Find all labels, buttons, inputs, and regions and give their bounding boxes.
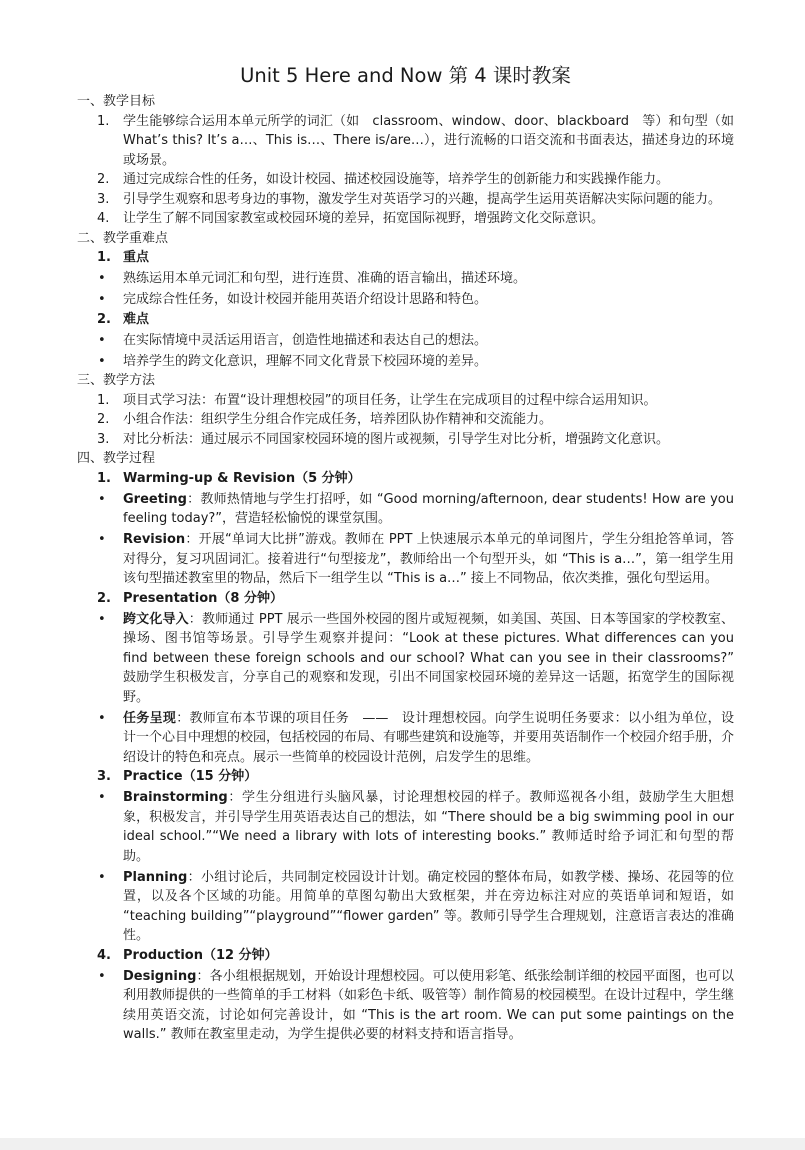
bullet-item bbox=[77, 490, 734, 529]
subheading-difficult bbox=[77, 310, 734, 330]
bullet-item bbox=[77, 269, 734, 289]
item-text: 熟练运用本单元词汇和句型，进行连贯、准确的语言输出，描述环境。 bbox=[123, 271, 527, 286]
list-item bbox=[77, 209, 734, 229]
bullet-item bbox=[77, 331, 734, 351]
item-text: 小组合作法：组织学生分组合作完成任务，培养团队协作精神和交流能力。 bbox=[123, 412, 553, 427]
list-item bbox=[77, 190, 734, 210]
item-label: Revision bbox=[123, 532, 186, 547]
item-text: 完成综合性任务，如设计校园并能用英语介绍设计思路和特色。 bbox=[123, 292, 488, 307]
item-text: ：教师通过 PPT 展示一些国外校园的图片或短视频，如美国、英国、日本等国家的学校教室、操场、图书馆等场景。引导学生观察并提问：“Look at these pictures. What differences can you find between these foreign schools and our school? What can you see in their classrooms?” 鼓励学生积极发言，分享自己的观察和发现，引出不同国家校园环境的差异这一话题，拓宽学生的国际视野。 bbox=[123, 611, 734, 705]
stage-heading bbox=[77, 589, 734, 609]
list-item bbox=[77, 391, 734, 411]
item-label: Greeting bbox=[123, 491, 187, 507]
section-heading-goals: 一、教学目标 bbox=[77, 94, 156, 109]
bullet-dot: • bbox=[98, 710, 106, 726]
item-number: 3. bbox=[97, 769, 111, 784]
bullet-dot: • bbox=[98, 790, 106, 805]
subheading-important bbox=[77, 248, 734, 268]
subheading-label: 重点 bbox=[123, 250, 150, 265]
bullet-item bbox=[77, 290, 734, 310]
item-number: 2. bbox=[97, 590, 111, 606]
bullet-dot: • bbox=[98, 332, 106, 348]
bullet-dot: • bbox=[98, 532, 106, 547]
list-item bbox=[77, 170, 734, 190]
item-label: 跨文化导入 bbox=[123, 611, 189, 627]
item-label: 任务呈现 bbox=[123, 710, 177, 726]
bullet-item bbox=[77, 530, 734, 589]
methods-list bbox=[77, 391, 734, 450]
list-item bbox=[77, 430, 734, 450]
item-text: ：教师热情地与学生打招呼，如 “Good morning/afternoon, dear students! How are you feeling today?”，营造轻松愉悦的课堂氛围。 bbox=[123, 491, 734, 526]
list-item bbox=[77, 410, 734, 430]
item-label: Brainstorming bbox=[123, 790, 228, 805]
difficult-list bbox=[77, 331, 734, 372]
item-number: 1. bbox=[97, 250, 111, 265]
bullet-item bbox=[77, 868, 734, 946]
bullet-item bbox=[77, 967, 734, 1045]
item-number: 2. bbox=[97, 172, 110, 187]
bullet-item bbox=[77, 610, 734, 708]
bullet-dot: • bbox=[98, 491, 106, 507]
item-number: 3. bbox=[97, 431, 110, 447]
bullet-dot: • bbox=[98, 271, 106, 286]
item-number: 1. bbox=[97, 470, 111, 486]
item-number: 1. bbox=[97, 392, 110, 408]
bullet-item bbox=[77, 709, 734, 768]
bullet-dot: • bbox=[98, 968, 106, 984]
stage-heading bbox=[77, 469, 734, 489]
item-text: 培养学生的跨文化意识，理解不同文化背景下校园环境的差异。 bbox=[123, 353, 488, 369]
item-number: 4. bbox=[97, 947, 111, 963]
page-title: Unit 5 Here and Now 第 4 课时教案 bbox=[240, 64, 571, 87]
stage-heading bbox=[77, 946, 734, 966]
item-number: 1. bbox=[97, 113, 110, 129]
important-list bbox=[77, 269, 734, 310]
item-text: ：开展“单词大比拼”游戏。教师在 PPT 上快速展示本单元的单词图片，学生分组抢答单词，答对得分，复习巩固词汇。接着进行“句型接龙”，教师给出一个句型开头，如 “This is a…”，第一组学生用该句型描述教室里的物品，然后下一组学生以 “This is a…” 接上不同物品，依次类推，强化句型运用。 bbox=[123, 532, 734, 586]
stage-heading bbox=[77, 767, 734, 787]
bullet-dot: • bbox=[98, 611, 106, 627]
bullet-dot: • bbox=[98, 869, 106, 885]
item-text: 学生能够综合运用本单元所学的词汇（如 classroom、window、door、blackboard 等）和句型（如 What’s this? It’s a…、This is…、There is/are…），进行流畅的口语交流和书面表达，描述身边的环境或场景。 bbox=[123, 113, 734, 168]
bullet-item bbox=[77, 352, 734, 372]
item-text: 引导学生观察和思考身边的事物，激发学生对英语学习的兴趣，提高学生运用英语解决实际问题的能力。 bbox=[123, 191, 722, 207]
item-text: 让学生了解不同国家教室或校园环境的差异，拓宽国际视野，增强跨文化交际意识。 bbox=[123, 211, 605, 226]
section-heading-methods: 三、教学方法 bbox=[77, 373, 156, 388]
stage-title: Warming-up & Revision（5 分钟） bbox=[123, 470, 361, 486]
list-item bbox=[77, 112, 734, 171]
item-text: 项目式学习法：布置“设计理想校园”的项目任务，让学生在完成项目的过程中综合运用知识。 bbox=[123, 392, 657, 408]
item-number: 3. bbox=[97, 191, 110, 207]
stage-list bbox=[77, 610, 734, 768]
item-text: 在实际情境中灵活运用语言，创造性地描述和表达自己的想法。 bbox=[123, 332, 488, 348]
stage-list bbox=[77, 490, 734, 589]
stage-title: Presentation（8 分钟） bbox=[123, 590, 283, 606]
item-text: 通过完成综合性的任务，如设计校园、描述校园设施等，培养学生的创新能力和实践操作能力。 bbox=[123, 172, 670, 187]
stage-title: Production（12 分钟） bbox=[123, 947, 278, 963]
bullet-item bbox=[77, 788, 734, 866]
document-content bbox=[77, 62, 734, 1045]
item-text: ：学生分组进行头脑风暴，讨论理想校园的样子。教师巡视各小组，鼓励学生大胆想象，积极发言，并引导学生用英语表达自己的想法，如 “There should be a big swimming pool in our ideal school.”“We need a library with lots of interesting books.” 教师适时给予词汇和句型的帮助。 bbox=[123, 790, 734, 864]
subheading-label: 难点 bbox=[123, 311, 150, 327]
item-number: 4. bbox=[97, 211, 110, 226]
goals-list bbox=[77, 112, 734, 229]
item-number: 2. bbox=[97, 412, 110, 427]
stage-list bbox=[77, 788, 734, 946]
item-text: 对比分析法：通过展示不同国家校园环境的图片或视频，引导学生对比分析，增强跨文化意识。 bbox=[123, 431, 670, 447]
stage-list bbox=[77, 967, 734, 1045]
item-label: Designing bbox=[123, 968, 197, 984]
stage-title: Practice（15 分钟） bbox=[123, 769, 258, 784]
item-text: ：教师宣布本节课的项目任务 —— 设计理想校园。向学生说明任务要求：以小组为单位，设计一个心目中理想的校园，包括校园的布局、有哪些建筑和设施等，并要用英语制作一个校园介绍手册，介绍设计的特色和亮点。展示一些简单的校园设计范例，启发学生的思维。 bbox=[123, 710, 735, 765]
section-heading-keypoints: 二、教学重难点 bbox=[77, 230, 169, 246]
item-label: Planning bbox=[123, 869, 188, 885]
section-heading-process: 四、教学过程 bbox=[77, 451, 156, 466]
bullet-dot: • bbox=[98, 292, 106, 307]
item-text: ：小组讨论后，共同制定校园设计计划。确定校园的整体布局，如教学楼、操场、花园等的位置，以及各个区域的功能。用简单的草图勾勒出大致框架，并在旁边标注对应的英语单词和短语，如 “teaching building”“playground”“flower garden” 等。教师引导学生合理规划，注意语言表达的准确性。 bbox=[123, 869, 734, 943]
item-number: 2. bbox=[97, 311, 111, 327]
bullet-dot: • bbox=[98, 353, 106, 369]
item-text: ：各小组根据规划，开始设计理想校园。可以使用彩笔、纸张绘制详细的校园平面图，也可以利用教师提供的一些简单的手工材料（如彩色卡纸、吸管等）制作简易的校园模型。在设计过程中，学生继续用英语交流，讨论如何完善设计，如 “This is the art room. We can put some paintings on the walls.” 教师在教室里走动，为学生提供必要的材料支持和语言指导。 bbox=[123, 968, 735, 1042]
